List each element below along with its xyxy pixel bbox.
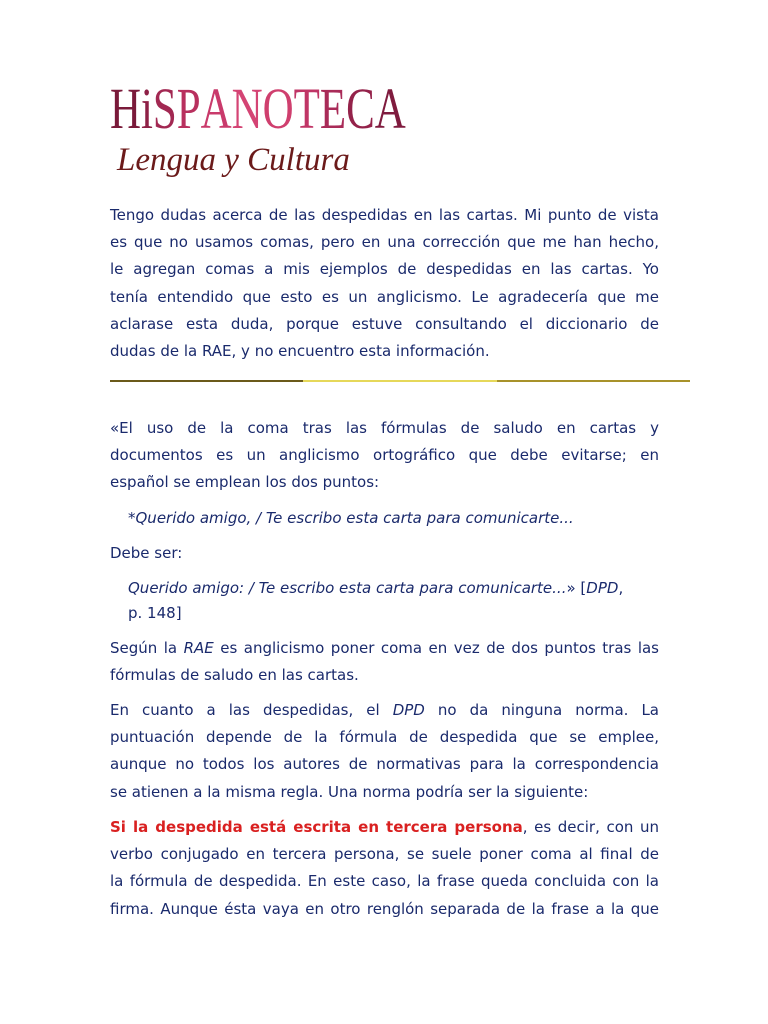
question-paragraph	[110, 202, 659, 365]
rule-text: , es decir, con un	[522, 818, 659, 836]
despedidas-line: puntuación depende de la fórmula de despedida que se emplee,	[110, 728, 659, 747]
segun-text: es anglicismo poner coma en vez de dos puntos tras las	[213, 639, 659, 657]
comma: ,	[618, 579, 624, 597]
debe-ser-label: Debe ser:	[110, 544, 183, 562]
quote-line: «El uso de la coma tras las fórmulas de saludo en cartas y	[110, 419, 659, 437]
right-example-text: Querido amigo: / Te escribo esta carta para comunicarte...	[128, 579, 567, 597]
rule-line: firma. Aunque ésta vaya en otro renglón separada de la frase a la que	[110, 899, 659, 918]
logo-letter: S	[152, 76, 177, 141]
despedidas-line	[110, 697, 659, 724]
logo-subtitle: Lengua y Cultura	[117, 142, 350, 178]
logo-letter: T	[293, 76, 320, 141]
despedidas-text: no da ninguna norma. La	[424, 701, 659, 719]
section-divider	[110, 380, 690, 382]
despedidas-paragraph	[110, 697, 659, 806]
question-line: tenía entendido que esto es un anglicismo. Le agradecería que me	[110, 287, 659, 306]
logo-letter: E	[319, 76, 347, 141]
rule-highlight: Si la despedida está escrita en tercera persona	[110, 818, 523, 836]
despedidas-line: aunque no todos los autores de normativas para la correspondencia	[110, 755, 659, 774]
rule-paragraph	[110, 814, 659, 923]
despedidas-line: se atienen a la misma regla. Una norma podría ser la siguiente:	[110, 782, 589, 801]
wrong-example-text: *Querido amigo, / Te escribo esta carta para comunicarte...	[128, 509, 574, 527]
divider-segment	[110, 380, 303, 382]
divider-segment	[497, 380, 690, 382]
question-line: Tengo dudas acerca de las despedidas en las cartas. Mi punto de vista	[110, 206, 659, 224]
segun-paragraph	[110, 635, 659, 689]
hispanoteca-logo	[110, 76, 406, 185]
segun-line: fórmulas de saludo en las cartas.	[110, 666, 359, 685]
quote-paragraph	[110, 415, 659, 497]
logo-title	[110, 76, 406, 141]
quote-line: documentos es un anglicismo ortográfico que debe evitarse; en	[110, 446, 659, 465]
logo-letter: A	[374, 76, 406, 141]
logo-letter: C	[346, 76, 375, 141]
logo-letter: A	[200, 76, 232, 141]
segun-text: Según la	[110, 639, 184, 657]
logo-letter: P	[176, 76, 201, 141]
logo-letter: i	[140, 76, 153, 141]
question-line: le agregan comas a mis ejemplos de despedidas en las cartas. Yo	[110, 260, 659, 279]
quote-close: » [	[566, 579, 587, 597]
page-reference: p. 148]	[128, 604, 182, 622]
question-line: es que no usamos comas, pero en una corrección que me han hecho,	[110, 233, 659, 252]
rule-line: la fórmula de despedida. En este caso, la frase queda concluida con la	[110, 872, 659, 891]
rule-line	[110, 814, 659, 841]
wrong-example	[128, 505, 574, 532]
right-example	[128, 575, 623, 602]
dpd-reference: DPD	[586, 579, 619, 597]
rule-line: verbo conjugado en tercera persona, se suele poner coma al final de	[110, 845, 659, 864]
logo-letter: H	[110, 76, 141, 141]
rae-reference: RAE	[183, 639, 214, 657]
logo-letter: O	[262, 76, 294, 141]
logo-letter: N	[231, 76, 263, 141]
dpd-reference: DPD	[392, 701, 425, 719]
question-line: dudas de la RAE, y no encuentro esta información.	[110, 342, 490, 361]
quote-line: español se emplean los dos puntos:	[110, 473, 380, 492]
divider-segment	[303, 380, 497, 382]
despedidas-text: En cuanto a las despedidas, el	[110, 701, 393, 719]
question-line: aclarase esta duda, porque estuve consultando el diccionario de	[110, 314, 659, 333]
segun-line	[110, 635, 659, 662]
